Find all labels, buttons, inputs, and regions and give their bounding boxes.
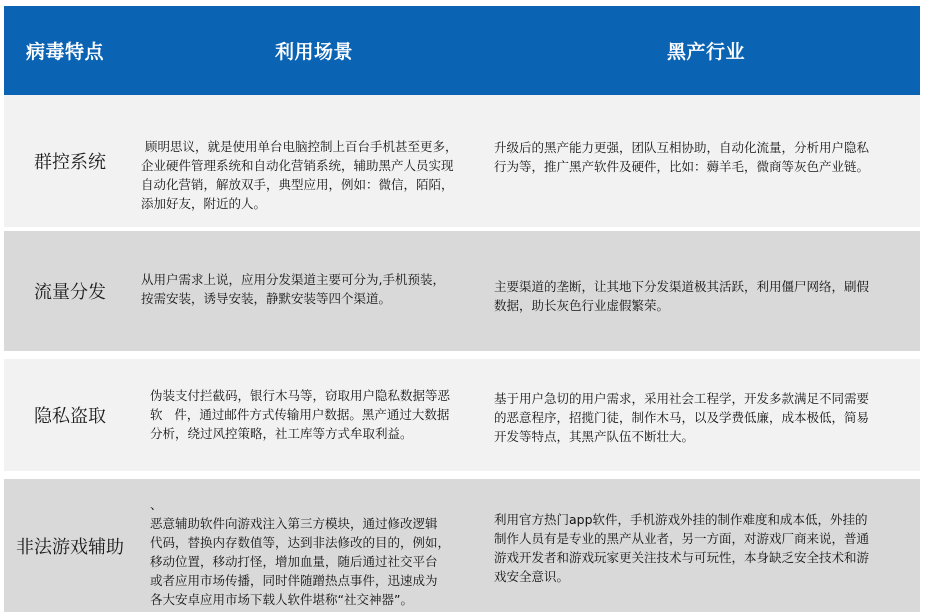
- table-row: [4, 95, 920, 227]
- row-divider: [4, 351, 920, 359]
- malware-comparison-table: [4, 6, 920, 612]
- table-row: [4, 479, 920, 612]
- row-feature: 群控系统: [34, 152, 106, 173]
- row-scenario: 顾明思议，就是使用单台电脑控制上百台手机甚至更多， 企业硬件管理系统和自动化营销系统，辅助黑产人员实现 自动化营销，解放双手，典型应用，例如：微信，陌陌， 添加好友，附近的人。: [141, 139, 458, 211]
- row-scenario: 从用户需求上说，应用分发渠道主要可分为,手机预装， 按需安装，诱导安装，静默安装等四个渠道。: [141, 272, 445, 306]
- header-industry: 黑产行业: [666, 41, 745, 63]
- row-scenario: 、 恶意辅助软件向游戏注入第三方模块，通过修改逻辑 代码，替换内存数值等，达到非法修改的目的，例如， 移动位置，移动打怪，增加血量，随后通过社交平台 或者应用市场传播，同时伴随蹭热点事件，迅速成为 各大安卓应用市场下载人软件堪称“社交神器”。: [150, 497, 451, 607]
- row-feature: 流量分发: [34, 282, 106, 303]
- row-industry: 升级后的黑产能力更强，团队互相协助，自动化流量，分析用户隐私 行为等，推广黑产软件及硬件，比如：薅羊毛，微商等灰色产业链。: [494, 140, 870, 174]
- row-industry: 基于用户急切的用户需求，采用社会工程学，开发多款满足不同需要 的恶意程序，招揽门徒，制作木马，以及学费低廉，成本极低，简易 开发等特点，其黑产队伍不断壮大。: [494, 391, 870, 444]
- header-feature: 病毒特点: [26, 41, 105, 63]
- row-feature: 隐私盗取: [34, 406, 106, 427]
- row-divider: [4, 471, 920, 479]
- table-row: [4, 231, 920, 351]
- row-industry: 主要渠道的垄断，让其地下分发渠道极其活跃，利用僵尸网络，刷假 数据，助长灰色行业虚假繁荣。: [494, 279, 870, 313]
- header-scenario: 利用场景: [274, 41, 353, 63]
- row-scenario: 伪装支付拦截码，银行木马等，窃取用户隐私数据等恶 软 件，通过邮件方式传输用户数据。黑产通过大数据 分析，绕过风控策略，社工库等方式牟取利益。: [150, 388, 451, 441]
- row-feature: 非法游戏辅助: [16, 536, 124, 558]
- table-row: [4, 359, 920, 471]
- table-header: [4, 6, 920, 95]
- row-industry: 利用官方热门app软件，手机游戏外挂的制作难度和成本低，外挂的 制作人员有是专业的黑产从业者，另一方面，对游戏厂商来说，普通 游戏开发者和游戏玩家更关注技术与可玩性，本身缺乏安全技术和游 戏安全意识。: [494, 512, 870, 584]
